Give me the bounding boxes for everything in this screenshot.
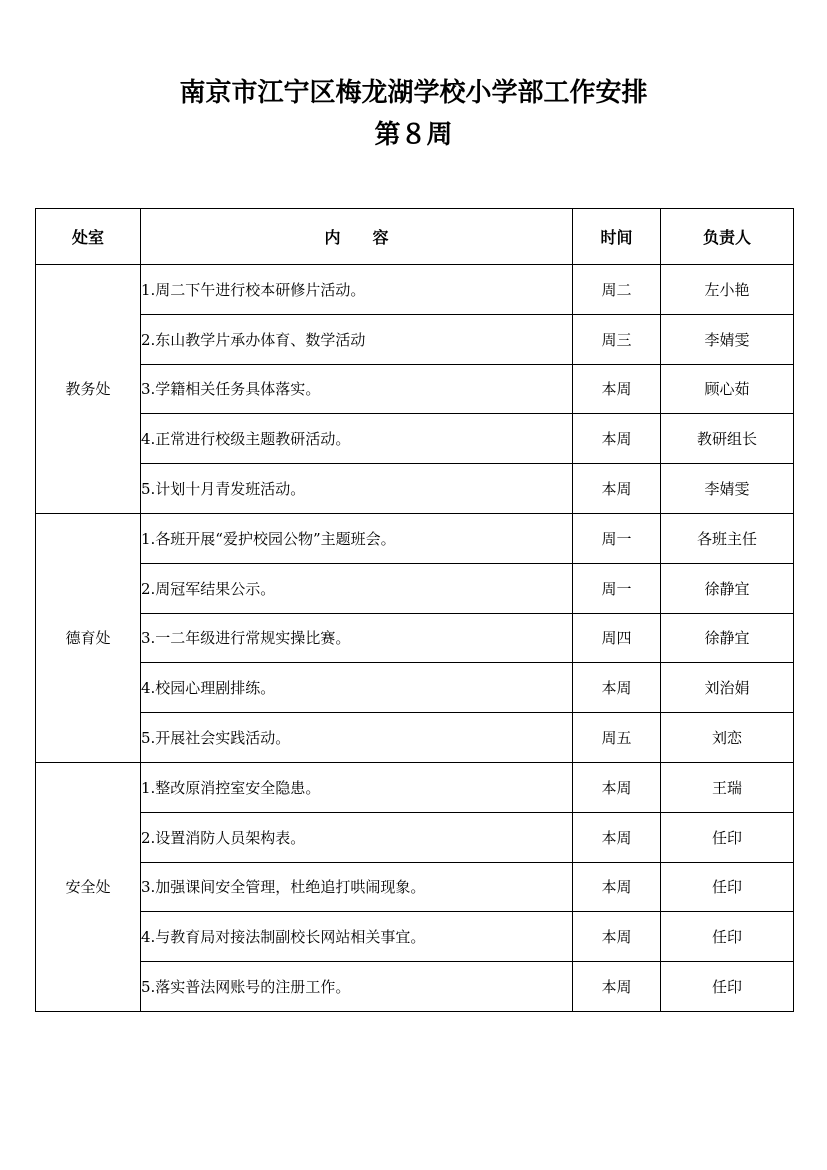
content-cell: 3.一二年级进行常规实操比赛。	[141, 613, 573, 663]
time-cell: 周一	[573, 513, 661, 563]
time-cell: 本周	[573, 762, 661, 812]
table-row	[36, 464, 794, 514]
header-time: 时间	[573, 209, 661, 265]
owner-cell: 任印	[661, 812, 794, 862]
header-row	[36, 209, 794, 265]
table-row	[36, 713, 794, 763]
owner-cell: 顾心茹	[661, 364, 794, 414]
content-cell: 4.校园心理剧排练。	[141, 663, 573, 713]
dept-cell: 教务处	[36, 265, 141, 514]
owner-cell: 任印	[661, 862, 794, 912]
owner-cell: 徐静宜	[661, 563, 794, 613]
time-cell: 本周	[573, 862, 661, 912]
owner-cell: 左小艳	[661, 265, 794, 315]
time-cell: 周三	[573, 314, 661, 364]
owner-cell: 任印	[661, 912, 794, 962]
time-cell: 本周	[573, 464, 661, 514]
table-row	[36, 962, 794, 1012]
content-cell: 3.加强课间安全管理，杜绝追打哄闹现象。	[141, 862, 573, 912]
dept-cell: 安全处	[36, 762, 141, 1011]
table-row	[36, 912, 794, 962]
header-owner: 负责人	[661, 209, 794, 265]
header-dept: 处室	[36, 209, 141, 265]
schedule-table	[35, 208, 794, 1012]
time-cell: 周五	[573, 713, 661, 763]
time-cell: 本周	[573, 962, 661, 1012]
time-cell: 本周	[573, 812, 661, 862]
content-cell: 3.学籍相关任务具体落实。	[141, 364, 573, 414]
table-row	[36, 314, 794, 364]
dept-cell: 德育处	[36, 513, 141, 762]
time-cell: 周二	[573, 265, 661, 315]
table-row	[36, 663, 794, 713]
content-cell: 2.设置消防人员架构表。	[141, 812, 573, 862]
content-cell: 1.周二下午进行校本研修片活动。	[141, 265, 573, 315]
table-row	[36, 265, 794, 315]
table-row	[36, 812, 794, 862]
content-cell: 2.周冠军结果公示。	[141, 563, 573, 613]
table-row	[36, 862, 794, 912]
content-cell: 2.东山教学片承办体育、数学活动	[141, 314, 573, 364]
owner-cell: 教研组长	[661, 414, 794, 464]
time-cell: 周四	[573, 613, 661, 663]
time-cell: 本周	[573, 414, 661, 464]
time-cell: 周一	[573, 563, 661, 613]
week-subtitle: 第８周	[374, 120, 453, 150]
owner-cell: 各班主任	[661, 513, 794, 563]
content-cell: 1.各班开展“爱护校园公物”主题班会。	[141, 513, 573, 563]
document-title: 南京市江宁区梅龙湖学校小学部工作安排	[179, 78, 648, 108]
content-cell: 5.计划十月青发班活动。	[141, 464, 573, 514]
owner-cell: 徐静宜	[661, 613, 794, 663]
content-cell: 5.开展社会实践活动。	[141, 713, 573, 763]
time-cell: 本周	[573, 364, 661, 414]
table-row	[36, 513, 794, 563]
owner-cell: 李婧雯	[661, 464, 794, 514]
time-cell: 本周	[573, 912, 661, 962]
table-row	[36, 364, 794, 414]
time-cell: 本周	[573, 663, 661, 713]
content-cell: 1.整改原消控室安全隐患。	[141, 762, 573, 812]
table-row	[36, 613, 794, 663]
content-cell: 4.与教育局对接法制副校长网站相关事宜。	[141, 912, 573, 962]
owner-cell: 刘治娟	[661, 663, 794, 713]
owner-cell: 王瑞	[661, 762, 794, 812]
content-cell: 5.落实普法网账号的注册工作。	[141, 962, 573, 1012]
table-row	[36, 563, 794, 613]
owner-cell: 刘恋	[661, 713, 794, 763]
header-content: 内 容	[141, 209, 573, 265]
owner-cell: 李婧雯	[661, 314, 794, 364]
table-row	[36, 762, 794, 812]
table-row	[36, 414, 794, 464]
content-cell: 4.正常进行校级主题教研活动。	[141, 414, 573, 464]
owner-cell: 任印	[661, 962, 794, 1012]
